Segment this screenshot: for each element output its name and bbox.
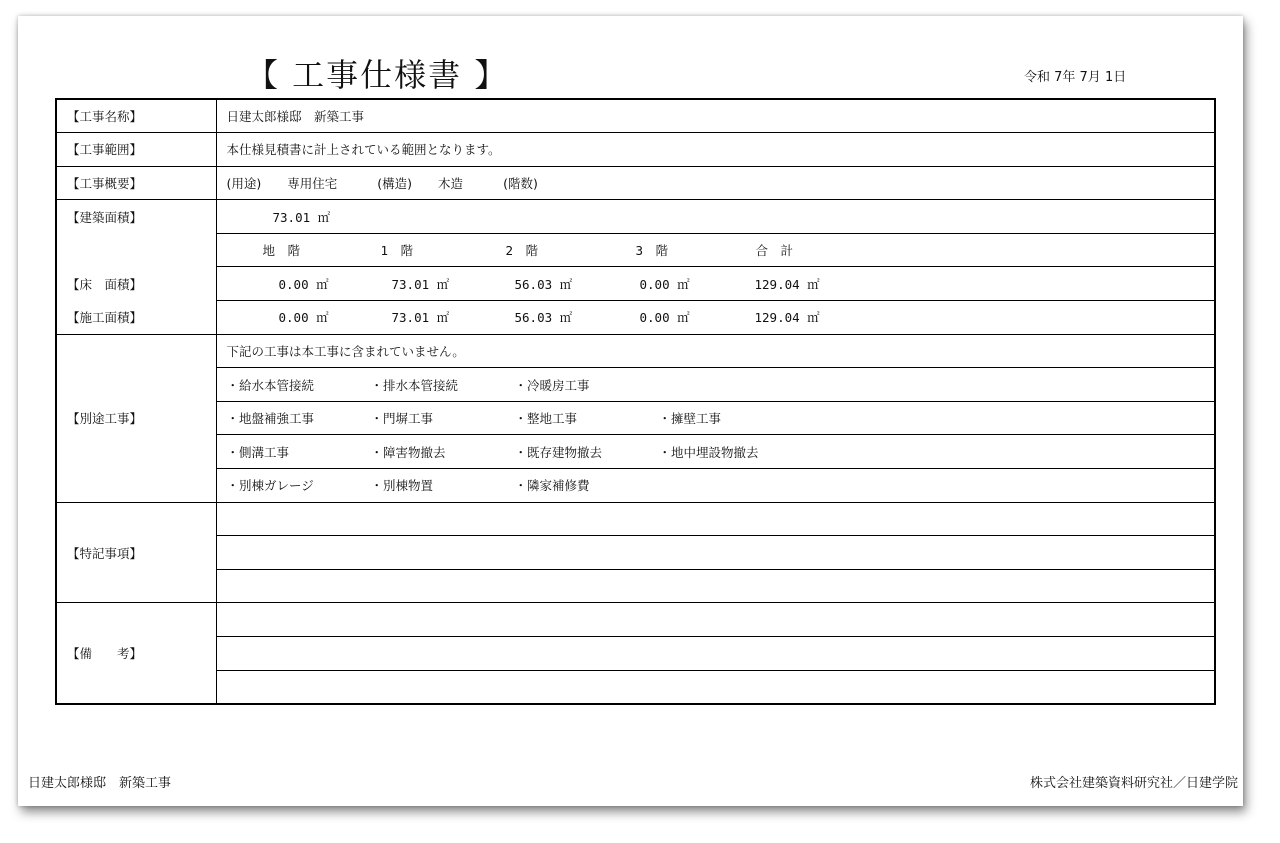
special-notes-line: [216, 502, 1215, 536]
table-row: [56, 435, 1215, 469]
construction-area-row: [216, 301, 1215, 335]
separate-work-item: ・整地工事: [514, 411, 578, 427]
construction-area-value: 0.00 ㎡: [278, 310, 329, 326]
floor-area-value: 0.00 ㎡: [639, 276, 690, 292]
special-notes-line: [216, 536, 1215, 570]
table-row: [56, 368, 1215, 402]
footer-project-name: 日建太郎様邸 新築工事: [28, 776, 172, 791]
floor-area-row: [216, 267, 1215, 301]
table-row: [56, 301, 1215, 335]
floor-header: 1 階: [380, 243, 414, 259]
construction-area-value: 73.01 ㎡: [391, 310, 450, 326]
table-row: [56, 401, 1215, 435]
separate-work-item: ・門塀工事: [370, 411, 434, 427]
construction-area-value: 0.00 ㎡: [639, 310, 690, 326]
structure-value: 木造: [438, 175, 464, 191]
separate-works-list: [216, 401, 1215, 435]
separate-work-item: ・地中埋設物撤去: [658, 444, 759, 460]
table-row: [56, 334, 1215, 368]
table-row: [56, 502, 1215, 536]
separate-work-item: ・給水本管接続: [226, 377, 315, 393]
floor-header: 2 階: [505, 243, 539, 259]
floor-area-value: 56.03 ㎡: [514, 276, 573, 292]
table-row: [56, 469, 1215, 503]
remarks-line: [216, 603, 1215, 637]
table-row: [56, 670, 1215, 704]
floor-area-value: 129.04 ㎡: [754, 276, 820, 292]
separate-work-item: ・地盤補強工事: [226, 411, 315, 427]
separate-work-item: ・側溝工事: [226, 444, 290, 460]
floor-header: 合 計: [755, 243, 794, 259]
project-overview-value: [216, 166, 1215, 200]
table-row: [56, 569, 1215, 603]
table-row: [56, 233, 1215, 267]
remarks-line: [216, 637, 1215, 671]
specification-table: [55, 98, 1216, 705]
separate-works-label: 【別途工事】: [56, 334, 216, 502]
project-name-label: 【工事名称】: [56, 99, 216, 133]
project-scope-label: 【工事範囲】: [56, 133, 216, 167]
separate-work-item: ・擁壁工事: [658, 411, 722, 427]
separate-works-list: [216, 368, 1215, 402]
separate-work-item: ・障害物撤去: [370, 444, 446, 460]
structure-label: (構造): [377, 175, 413, 191]
building-area-label: 【建築面積】: [56, 200, 216, 234]
floor-area-label: 【床 面積】: [56, 267, 216, 301]
construction-area-label: 【施工面積】: [56, 301, 216, 335]
separate-works-note: 下記の工事は本工事に含まれていません。: [216, 334, 1215, 368]
table-row: [56, 536, 1215, 570]
separate-works-list: [216, 435, 1215, 469]
project-name-value: 日建太郎様邸 新築工事: [216, 99, 1215, 133]
building-area-value: 73.01 ㎡: [216, 200, 1215, 234]
floor-area-value: 73.01 ㎡: [391, 276, 450, 292]
separate-work-item: ・排水本管接続: [370, 377, 459, 393]
separate-work-item: ・既存建物撤去: [514, 444, 603, 460]
floor-header: 3 階: [635, 243, 669, 259]
use-value: 専用住宅: [287, 175, 338, 191]
separate-work-item: ・別棟物置: [370, 478, 434, 494]
floor-header-row: [216, 233, 1215, 267]
separate-works-list: [216, 469, 1215, 503]
table-row: [56, 133, 1215, 167]
remarks-label: 【備 考】: [56, 603, 216, 704]
footer-company-name: 株式会社建築資料研究社／日建学院: [1029, 776, 1238, 791]
table-row: [56, 267, 1215, 301]
use-label: (用途): [226, 175, 262, 191]
construction-area-value: 56.03 ㎡: [514, 310, 573, 326]
special-notes-line: [216, 569, 1215, 603]
special-notes-label: 【特記事項】: [56, 502, 216, 603]
floors-label: (階数): [503, 175, 538, 191]
separate-work-item: ・冷暖房工事: [514, 377, 590, 393]
project-overview-label: 【工事概要】: [56, 166, 216, 200]
separate-work-item: ・隣家補修費: [514, 478, 590, 494]
remarks-line: [216, 670, 1215, 704]
project-scope-value: 本仕様見積書に計上されている範囲となります。: [216, 133, 1215, 167]
table-row: [56, 99, 1215, 133]
floor-header: 地 階: [262, 243, 301, 259]
table-row: [56, 603, 1215, 637]
document-title: 【 工事仕様書 】: [246, 56, 509, 94]
construction-area-value: 129.04 ㎡: [754, 310, 820, 326]
table-row: [56, 637, 1215, 671]
table-row: [56, 166, 1215, 200]
floor-area-value: 0.00 ㎡: [278, 276, 329, 292]
document-date: 令和 7年 7月 1日: [1024, 70, 1127, 85]
table-row: [56, 200, 1215, 234]
separate-work-item: ・別棟ガレージ: [226, 478, 314, 494]
